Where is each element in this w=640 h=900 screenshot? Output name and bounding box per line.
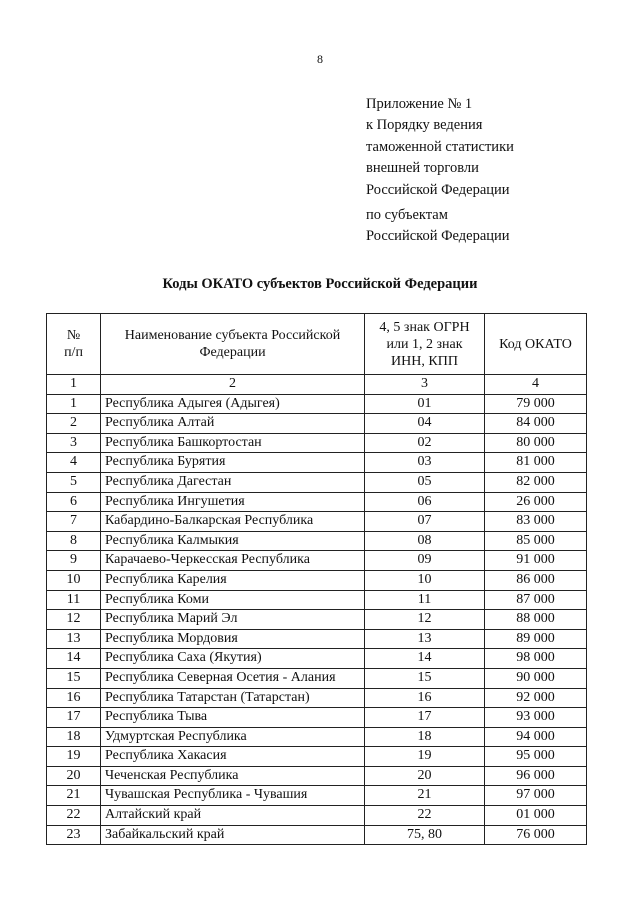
header-number-line2: п/п	[64, 345, 83, 360]
table-row	[47, 727, 587, 747]
appendix-line: к Порядку ведения	[366, 117, 483, 134]
subject-name: Республика Калмыкия	[101, 531, 365, 551]
column-number: 4	[485, 375, 587, 395]
appendix-line: таможенной статистики	[366, 138, 514, 155]
okato-code: 89 000	[485, 629, 587, 649]
header-number	[47, 314, 101, 375]
table-header-row	[47, 314, 587, 375]
okato-code: 90 000	[485, 668, 587, 688]
okato-code: 98 000	[485, 649, 587, 669]
table-row	[47, 472, 587, 492]
appendix-line: Российской Федерации	[366, 228, 510, 245]
row-number: 13	[47, 629, 101, 649]
table-row	[47, 708, 587, 728]
table-row	[47, 806, 587, 826]
column-number: 1	[47, 375, 101, 395]
table-row	[47, 688, 587, 708]
ogrn-inn-code: 03	[365, 453, 485, 473]
ogrn-inn-code: 12	[365, 610, 485, 630]
table-row	[47, 590, 587, 610]
subject-name: Удмуртская Республика	[101, 727, 365, 747]
table-row	[47, 649, 587, 669]
subject-name: Забайкальский край	[101, 825, 365, 845]
header-number-line1: №	[66, 328, 81, 343]
table-row	[47, 512, 587, 532]
ogrn-inn-code: 04	[365, 414, 485, 434]
subject-name: Кабардино-Балкарская Республика	[101, 512, 365, 532]
ogrn-inn-code: 19	[365, 747, 485, 767]
subject-name: Республика Бурятия	[101, 453, 365, 473]
page-number: 8	[317, 52, 323, 66]
row-number: 20	[47, 766, 101, 786]
document-title: Коды ОКАТО субъектов Российской Федерации	[162, 276, 478, 292]
okato-code: 84 000	[485, 414, 587, 434]
table-row	[47, 433, 587, 453]
row-number: 14	[47, 649, 101, 669]
row-number: 2	[47, 414, 101, 434]
row-number: 8	[47, 531, 101, 551]
subject-name: Республика Адыгея (Адыгея)	[101, 394, 365, 414]
ogrn-inn-code: 22	[365, 806, 485, 826]
ogrn-inn-code: 08	[365, 531, 485, 551]
okato-code: 88 000	[485, 610, 587, 630]
subject-name: Республика Марий Эл	[101, 610, 365, 630]
header-name-line2: Федерации	[199, 345, 266, 360]
table-row	[47, 629, 587, 649]
row-number: 6	[47, 492, 101, 512]
ogrn-inn-code: 10	[365, 570, 485, 590]
subject-name: Карачаево-Черкесская Республика	[101, 551, 365, 571]
header-subject-name	[101, 314, 365, 375]
table-row	[47, 551, 587, 571]
ogrn-inn-code: 14	[365, 649, 485, 669]
subject-name: Республика Алтай	[101, 414, 365, 434]
ogrn-inn-code: 18	[365, 727, 485, 747]
ogrn-inn-code: 16	[365, 688, 485, 708]
ogrn-inn-code: 13	[365, 629, 485, 649]
ogrn-inn-code: 17	[365, 708, 485, 728]
header-name-line1: Наименование субъекта Российской	[124, 328, 341, 343]
column-number: 2	[101, 375, 365, 395]
row-number: 4	[47, 453, 101, 473]
row-number: 7	[47, 512, 101, 532]
table-row	[47, 766, 587, 786]
subject-name: Чувашская Республика - Чувашия	[101, 786, 365, 806]
ogrn-inn-code: 05	[365, 472, 485, 492]
okato-code: 26 000	[485, 492, 587, 512]
okato-code: 01 000	[485, 806, 587, 826]
column-number: 3	[365, 375, 485, 395]
table-row	[47, 394, 587, 414]
row-number: 15	[47, 668, 101, 688]
header-code-line2: или 1, 2 знак	[386, 336, 463, 352]
table-row	[47, 492, 587, 512]
okato-code: 79 000	[485, 394, 587, 414]
okato-code: 82 000	[485, 472, 587, 492]
okato-code: 86 000	[485, 570, 587, 590]
header-code-line3: ИНН, КПП	[391, 353, 458, 369]
ogrn-inn-code: 75, 80	[365, 825, 485, 845]
okato-code: 91 000	[485, 551, 587, 571]
okato-code: 92 000	[485, 688, 587, 708]
subject-name: Республика Мордовия	[101, 629, 365, 649]
appendix-note	[366, 94, 514, 248]
subject-name: Республика Северная Осетия - Алания	[101, 668, 365, 688]
okato-code: 87 000	[485, 590, 587, 610]
ogrn-inn-code: 01	[365, 394, 485, 414]
subject-name: Республика Ингушетия	[101, 492, 365, 512]
ogrn-inn-code: 15	[365, 668, 485, 688]
subject-name: Республика Тыва	[101, 708, 365, 728]
row-number: 10	[47, 570, 101, 590]
okato-code: 81 000	[485, 453, 587, 473]
subject-name: Алтайский край	[101, 806, 365, 826]
appendix-line: Российской Федерации	[366, 181, 510, 198]
okato-code: 93 000	[485, 708, 587, 728]
appendix-line: внешней торговли	[366, 160, 479, 177]
row-number: 18	[47, 727, 101, 747]
okato-code: 76 000	[485, 825, 587, 845]
subject-name: Чеченская Республика	[101, 766, 365, 786]
appendix-line: Приложение № 1	[366, 96, 473, 112]
ogrn-inn-code: 20	[365, 766, 485, 786]
subject-name: Республика Коми	[101, 590, 365, 610]
table-row	[47, 825, 587, 845]
table-body	[47, 394, 587, 845]
table-row	[47, 668, 587, 688]
ogrn-inn-code: 09	[365, 551, 485, 571]
row-number: 5	[47, 472, 101, 492]
table-row	[47, 453, 587, 473]
okato-code: 80 000	[485, 433, 587, 453]
subject-name: Республика Дагестан	[101, 472, 365, 492]
ogrn-inn-code: 07	[365, 512, 485, 532]
row-number: 21	[47, 786, 101, 806]
ogrn-inn-code: 06	[365, 492, 485, 512]
table-row	[47, 610, 587, 630]
ogrn-inn-code: 11	[365, 590, 485, 610]
header-okato-code: Код ОКАТО	[485, 314, 587, 375]
ogrn-inn-code: 02	[365, 433, 485, 453]
row-number: 1	[47, 394, 101, 414]
okato-code: 83 000	[485, 512, 587, 532]
row-number: 9	[47, 551, 101, 571]
table-row	[47, 570, 587, 590]
okato-codes-table	[46, 313, 587, 845]
okato-code: 97 000	[485, 786, 587, 806]
row-number: 12	[47, 610, 101, 630]
header-code-line1: 4, 5 знак ОГРН	[379, 319, 470, 335]
row-number: 23	[47, 825, 101, 845]
subject-name: Республика Карелия	[101, 570, 365, 590]
row-number: 16	[47, 688, 101, 708]
subject-name: Республика Саха (Якутия)	[101, 649, 365, 669]
row-number: 22	[47, 806, 101, 826]
appendix-line: по субъектам	[366, 207, 448, 224]
column-number-row	[47, 375, 587, 395]
row-number: 17	[47, 708, 101, 728]
row-number: 3	[47, 433, 101, 453]
okato-code: 96 000	[485, 766, 587, 786]
okato-code: 85 000	[485, 531, 587, 551]
table-row	[47, 786, 587, 806]
subject-name: Республика Башкортостан	[101, 433, 365, 453]
table-row	[47, 747, 587, 767]
row-number: 11	[47, 590, 101, 610]
okato-code: 95 000	[485, 747, 587, 767]
table-row	[47, 414, 587, 434]
okato-code: 94 000	[485, 727, 587, 747]
subject-name: Республика Татарстан (Татарстан)	[101, 688, 365, 708]
ogrn-inn-code: 21	[365, 786, 485, 806]
table-row	[47, 531, 587, 551]
subject-name: Республика Хакасия	[101, 747, 365, 767]
row-number: 19	[47, 747, 101, 767]
header-ogrn-inn-code	[365, 314, 485, 375]
